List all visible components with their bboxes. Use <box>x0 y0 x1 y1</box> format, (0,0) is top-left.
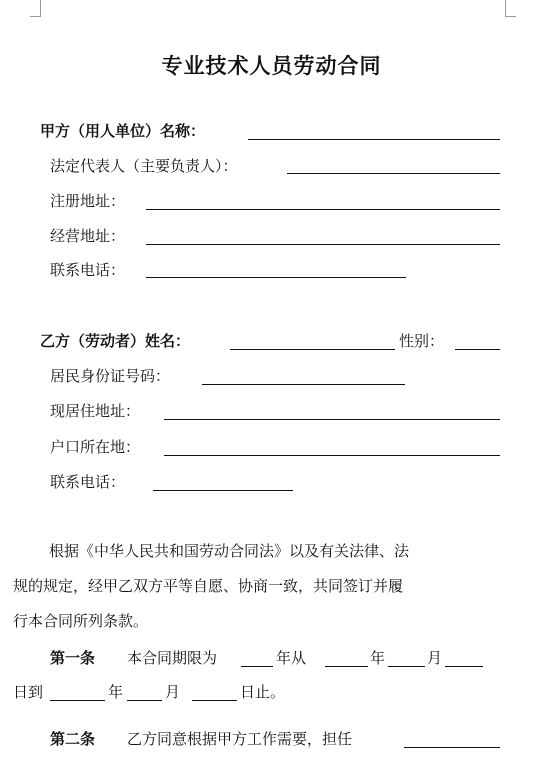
preamble-line-2: 规的规定，经甲乙双方平等自愿、协商一致，共同签订并履 <box>13 577 404 595</box>
article-1-text-e: 日到 <box>13 683 44 701</box>
article-1-text-f: 年 <box>108 683 124 701</box>
party-a-phone-label: 联系电话： <box>50 261 126 279</box>
page-corner-mark-right <box>505 0 516 17</box>
preamble-line-3: 行本合同所列条款。 <box>13 612 149 630</box>
article-2-position-blank[interactable] <box>404 747 500 748</box>
party-b-address-label: 现居住地址： <box>50 402 141 420</box>
party-b-hukou-label: 户口所在地： <box>50 438 141 456</box>
article-1-end-day-blank[interactable] <box>192 700 237 701</box>
party-b-id-blank[interactable] <box>202 384 405 385</box>
article-1-text-h: 日止。 <box>240 683 286 701</box>
party-a-heading: 甲方（用人单位）名称： <box>40 122 206 140</box>
party-b-hukou-blank[interactable] <box>164 455 500 456</box>
party-b-id-label: 居民身份证号码： <box>50 367 171 385</box>
preamble-paragraph <box>13 534 518 639</box>
party-b-phone-blank[interactable] <box>153 490 293 491</box>
page-corner-mark-left <box>30 0 41 17</box>
party-a-phone-blank[interactable] <box>146 277 406 278</box>
article-1-start-month-blank[interactable] <box>388 666 425 667</box>
article-1-end-year-blank[interactable] <box>50 700 105 701</box>
article-1-text-c: 年 <box>370 649 386 667</box>
party-b-gender-label: 性别： <box>399 332 445 350</box>
article-1-start-day-blank[interactable] <box>445 666 483 667</box>
party-b-heading: 乙方（劳动者）姓名： <box>40 332 191 350</box>
article-2-label: 第二条 <box>50 730 96 748</box>
article-1-text-a: 本合同期限为 <box>127 649 218 667</box>
party-b-name-blank[interactable] <box>230 349 395 350</box>
party-a-reg-address-blank[interactable] <box>146 209 500 210</box>
party-a-name-blank[interactable] <box>248 139 500 140</box>
party-a-legal-rep-blank[interactable] <box>287 173 500 174</box>
contract-title: 专业技术人员劳动合同 <box>161 54 382 78</box>
party-a-legal-rep-label: 法定代表人（主要负责人）： <box>50 157 238 175</box>
article-1-text-g: 月 <box>165 683 181 701</box>
article-1-text-b: 年从 <box>276 649 307 667</box>
party-b-address-blank[interactable] <box>164 419 500 420</box>
article-1-label: 第一条 <box>50 649 96 667</box>
party-a-op-address-label: 经营地址： <box>50 227 126 245</box>
party-a-op-address-blank[interactable] <box>146 244 500 245</box>
party-a-reg-address-label: 注册地址： <box>50 192 126 210</box>
article-2-text: 乙方同意根据甲方工作需要，担任 <box>127 730 353 748</box>
preamble-line-1: 根据《中华人民共和国劳动合同法》以及有关法律、法 <box>49 542 410 560</box>
article-1-end-month-blank[interactable] <box>127 700 162 701</box>
article-1-term-years-blank[interactable] <box>241 666 273 667</box>
article-1-text-d: 月 <box>427 649 443 667</box>
article-1-start-year-blank[interactable] <box>325 666 368 667</box>
party-b-gender-blank[interactable] <box>455 349 500 350</box>
party-b-phone-label: 联系电话： <box>50 473 126 491</box>
